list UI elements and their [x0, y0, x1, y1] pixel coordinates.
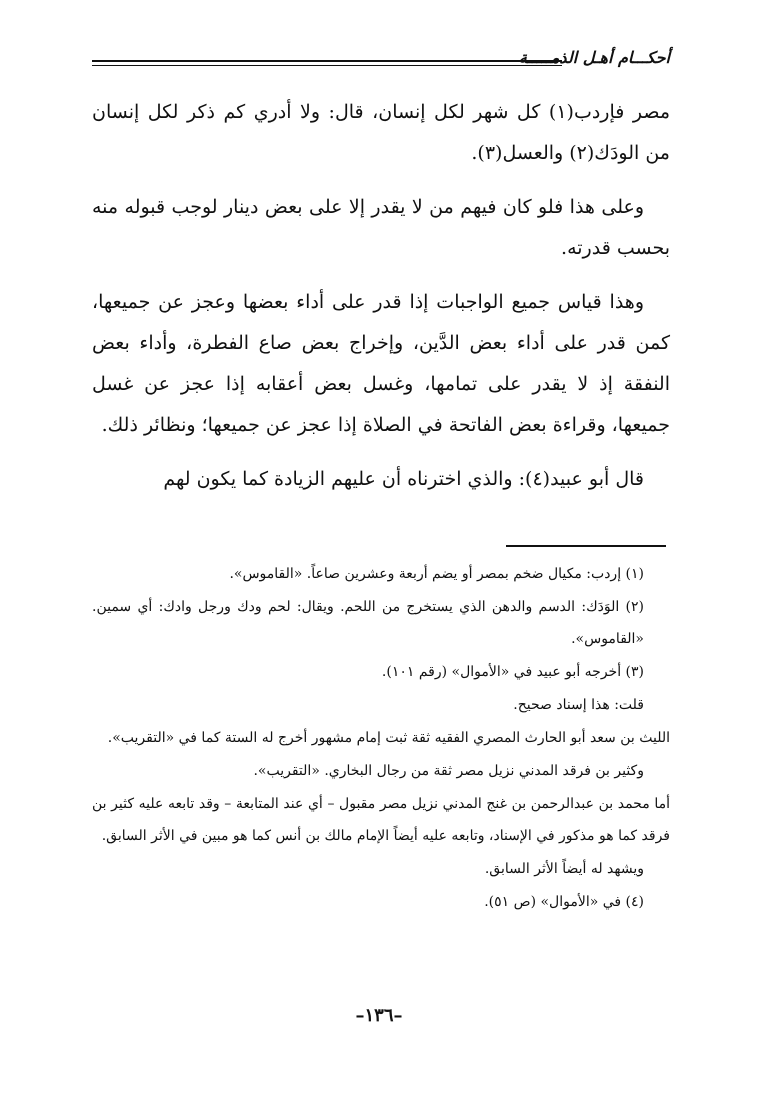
footnote: قلت: هذا إسناد صحيح.	[513, 697, 644, 713]
header-title: أحكـــام أهـل الذمـــــة	[518, 48, 670, 67]
main-paragraph: وهذا قياس جميع الواجبات إذا قدر على أداء بعضها وعجز عن جميعها، كمن قدر على أداء بعض الدَّين، وإخراج بعض صاع الفطرة، وأداء بعض النفقة إذ لا يقدر على تمامها، وغسل بعض أعقابه إذا عجز عن غسل جميعها، وقراءة بعض الفاتحة في الصلاة إذا عجز عن جميعها؛ ونظائر ذلك.	[92, 291, 670, 436]
header-rule	[92, 60, 562, 66]
footnote: (١) إردب: مكيال ضخم بمصر أو يضم أربعة وعشرين صاعاً. «القاموس».	[229, 566, 644, 582]
main-paragraph: قال أبو عبيد(٤): والذي اخترناه أن عليهم الزيادة كما يكون لهم	[163, 468, 644, 490]
main-paragraph: مصر فإردب(١) كل شهر لكل إنسان، قال: ولا أدري كم ذكر لكل إنسان من الودَك(٢) والعسل(٣).	[92, 101, 670, 164]
footnote: (٣) أخرجه أبو عبيد في «الأموال» (رقم ١٠١).	[381, 664, 644, 680]
footnotes	[92, 558, 670, 919]
footnote-separator	[506, 545, 666, 547]
footnote: وكثير بن فرقد المدني نزيل مصر ثقة من رجال البخاري. «التقريب».	[253, 763, 644, 779]
footnote: أما محمد بن عبدالرحمن بن غنج المدني نزيل مصر مقبول – أي عند المتابعة – وقد تابعه عليه كثير بن فرقد كما هو مذكور في الإسناد، وتابعه عليه أيضاً الإمام مالك بن أنس كما هو مبين في الأثر السابق.	[92, 796, 670, 844]
footnote: ويشهد له أيضاً الأثر السابق.	[484, 861, 644, 877]
main-paragraph: وعلى هذا فلو كان فيهم من لا يقدر إلا على بعض دينار لوجب قبوله منه بحسب قدرته.	[92, 196, 670, 259]
footnote: (٤) في «الأموال» (ص ٥١).	[484, 894, 644, 910]
main-text	[92, 92, 670, 513]
running-header	[92, 44, 670, 78]
footnote: الليث بن سعد أبو الحارث المصري الفقيه ثقة ثبت إمام مشهور أخرج له الستة كما في «التقريب».	[107, 730, 670, 746]
page-number: –١٣٦–	[355, 1005, 403, 1026]
footnote: (٢) الوَدَك: الدسم والدهن الذي يستخرج من اللحم. ويقال: لحم ودك ورجل وادك: أي سمين. «القاموس».	[92, 599, 644, 647]
